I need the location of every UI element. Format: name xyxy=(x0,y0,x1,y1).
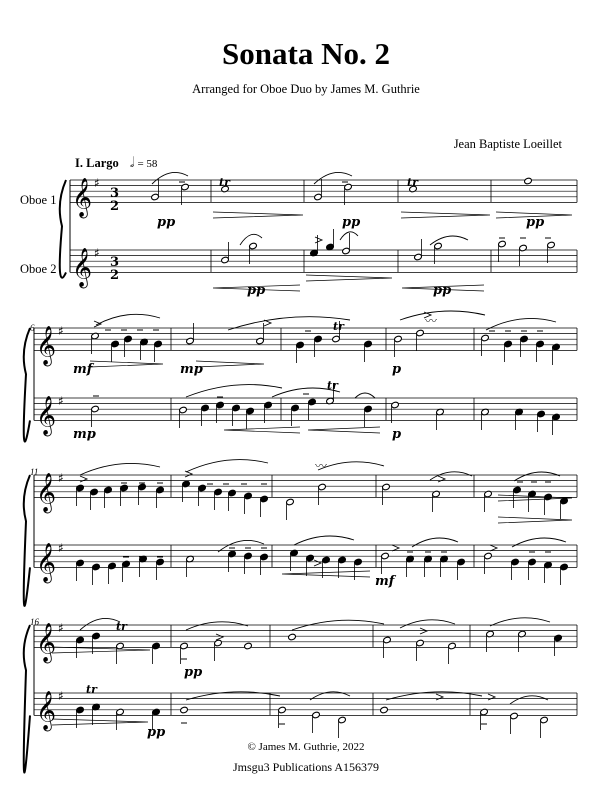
time-sig-top-1: 3 xyxy=(110,186,120,201)
trill-mark: tr xyxy=(86,683,97,696)
mordent-mark: 〰 xyxy=(315,459,328,473)
slur xyxy=(318,462,384,470)
slur xyxy=(400,620,455,628)
brace xyxy=(60,180,66,278)
slur xyxy=(80,618,120,630)
accent-mark xyxy=(392,545,399,551)
slur xyxy=(96,314,160,325)
crescendo-hairpin xyxy=(282,571,370,577)
accent-mark xyxy=(216,634,223,640)
slur xyxy=(412,538,458,547)
dynamic-mark: pp xyxy=(342,215,361,230)
brace xyxy=(24,328,30,442)
dynamic-mark: mp xyxy=(73,427,96,442)
dynamic-mark: p xyxy=(392,362,402,377)
tempo-value: = 58 xyxy=(137,158,158,170)
slur xyxy=(186,622,248,630)
slur xyxy=(294,536,354,545)
note-head xyxy=(380,706,389,714)
treble-clef-icon: 𝄞 xyxy=(72,247,93,288)
note-head xyxy=(288,633,297,641)
treble-clef-icon: 𝄞 xyxy=(36,395,57,436)
instrument-label-oboe2: Oboe 2 xyxy=(20,262,57,276)
accent-mark xyxy=(436,694,443,700)
dynamic-mark: mp xyxy=(180,362,203,377)
slur xyxy=(80,463,160,475)
composer-name: Jean Baptiste Loeillet xyxy=(453,137,562,151)
mordent-mark: 〰 xyxy=(425,314,438,328)
measure-number-11: 11 xyxy=(30,467,39,477)
treble-clef-icon: 𝄞 xyxy=(36,325,57,366)
decrescendo-hairpin xyxy=(401,212,490,218)
copyright-notice: © James M. Guthrie, 2022 xyxy=(247,741,365,753)
publisher-line: Jmsgu3 Publications A156379 xyxy=(232,760,379,774)
half-note-icon: 𝅗𝅥 xyxy=(129,156,135,171)
measure-number-16: 16 xyxy=(30,617,39,627)
dynamic-mark: pp xyxy=(526,215,545,230)
trill-mark: tr xyxy=(116,620,127,633)
note-head xyxy=(180,706,189,714)
sharp-icon: ♯ xyxy=(58,541,64,555)
crescendo-hairpin xyxy=(308,427,380,433)
dynamic-mark: pp xyxy=(184,665,203,680)
sharp-icon: ♯ xyxy=(58,471,64,485)
sharp-icon: ♯ xyxy=(58,324,64,338)
treble-clef-icon: 𝄞 xyxy=(72,177,93,218)
accent-mark xyxy=(488,694,495,700)
dynamic-mark: mf xyxy=(73,362,93,377)
sharp-icon: ♯ xyxy=(94,176,100,190)
trill-mark: tr xyxy=(333,320,344,333)
brace xyxy=(24,475,30,606)
accent-mark xyxy=(420,628,427,634)
accent-mark xyxy=(264,320,271,326)
decrescendo-hairpin xyxy=(213,212,303,218)
accent-mark xyxy=(185,471,192,477)
time-sig-bottom-1: 2 xyxy=(110,199,120,214)
trill-mark: tr xyxy=(219,176,230,189)
slur xyxy=(355,393,375,398)
slur xyxy=(186,460,268,472)
measure-number-6: 6 xyxy=(30,323,35,333)
dynamic-mark: pp xyxy=(433,283,452,298)
slur xyxy=(514,472,560,481)
arrangement-subtitle: Arranged for Oboe Duo by James M. Guthrie xyxy=(192,82,420,96)
decrescendo-hairpin xyxy=(52,647,150,653)
decrescendo-hairpin xyxy=(90,361,163,367)
accent-mark xyxy=(490,545,497,551)
accent-mark xyxy=(314,560,321,566)
note-head xyxy=(524,177,533,185)
crescendo-hairpin xyxy=(224,427,300,433)
piece-title: Sonata No. 2 xyxy=(222,36,390,71)
barlines xyxy=(24,180,577,773)
dynamic-mark: pp xyxy=(247,283,266,298)
slur xyxy=(510,696,548,704)
sharp-icon: ♯ xyxy=(58,621,64,635)
sharp-icon: ♯ xyxy=(58,394,64,408)
treble-clef-icon: 𝄞 xyxy=(36,472,57,513)
decrescendo-hairpin xyxy=(306,275,392,281)
note-head xyxy=(244,642,253,650)
time-sig-bottom-2: 2 xyxy=(110,268,120,283)
slur xyxy=(430,472,472,480)
slur xyxy=(512,538,566,547)
sharp-icon: ♯ xyxy=(94,246,100,260)
instrument-label-oboe1: Oboe 1 xyxy=(20,193,57,207)
dynamic-mark: pp xyxy=(147,725,166,740)
sharp-icon: ♯ xyxy=(58,689,64,703)
treble-clef-icon: 𝄞 xyxy=(36,542,57,583)
accent-mark xyxy=(80,476,87,482)
dynamic-mark: mf xyxy=(375,574,395,589)
treble-clef-icon: 𝄞 xyxy=(36,690,57,731)
movement-label: I. Largo xyxy=(75,156,119,170)
dynamic-mark: p xyxy=(392,427,402,442)
treble-clef-icon: 𝄞 xyxy=(36,622,57,663)
time-sig-top-2: 3 xyxy=(110,255,120,270)
accent-mark xyxy=(315,237,322,243)
slur xyxy=(400,311,485,320)
trill-mark: tr xyxy=(327,379,338,392)
trill-mark: tr xyxy=(407,176,418,189)
decrescendo-hairpin xyxy=(52,719,148,725)
accent-mark xyxy=(438,476,445,482)
dynamic-mark: pp xyxy=(157,215,176,230)
decrescendo-hairpin xyxy=(196,361,264,367)
slur xyxy=(186,385,282,397)
